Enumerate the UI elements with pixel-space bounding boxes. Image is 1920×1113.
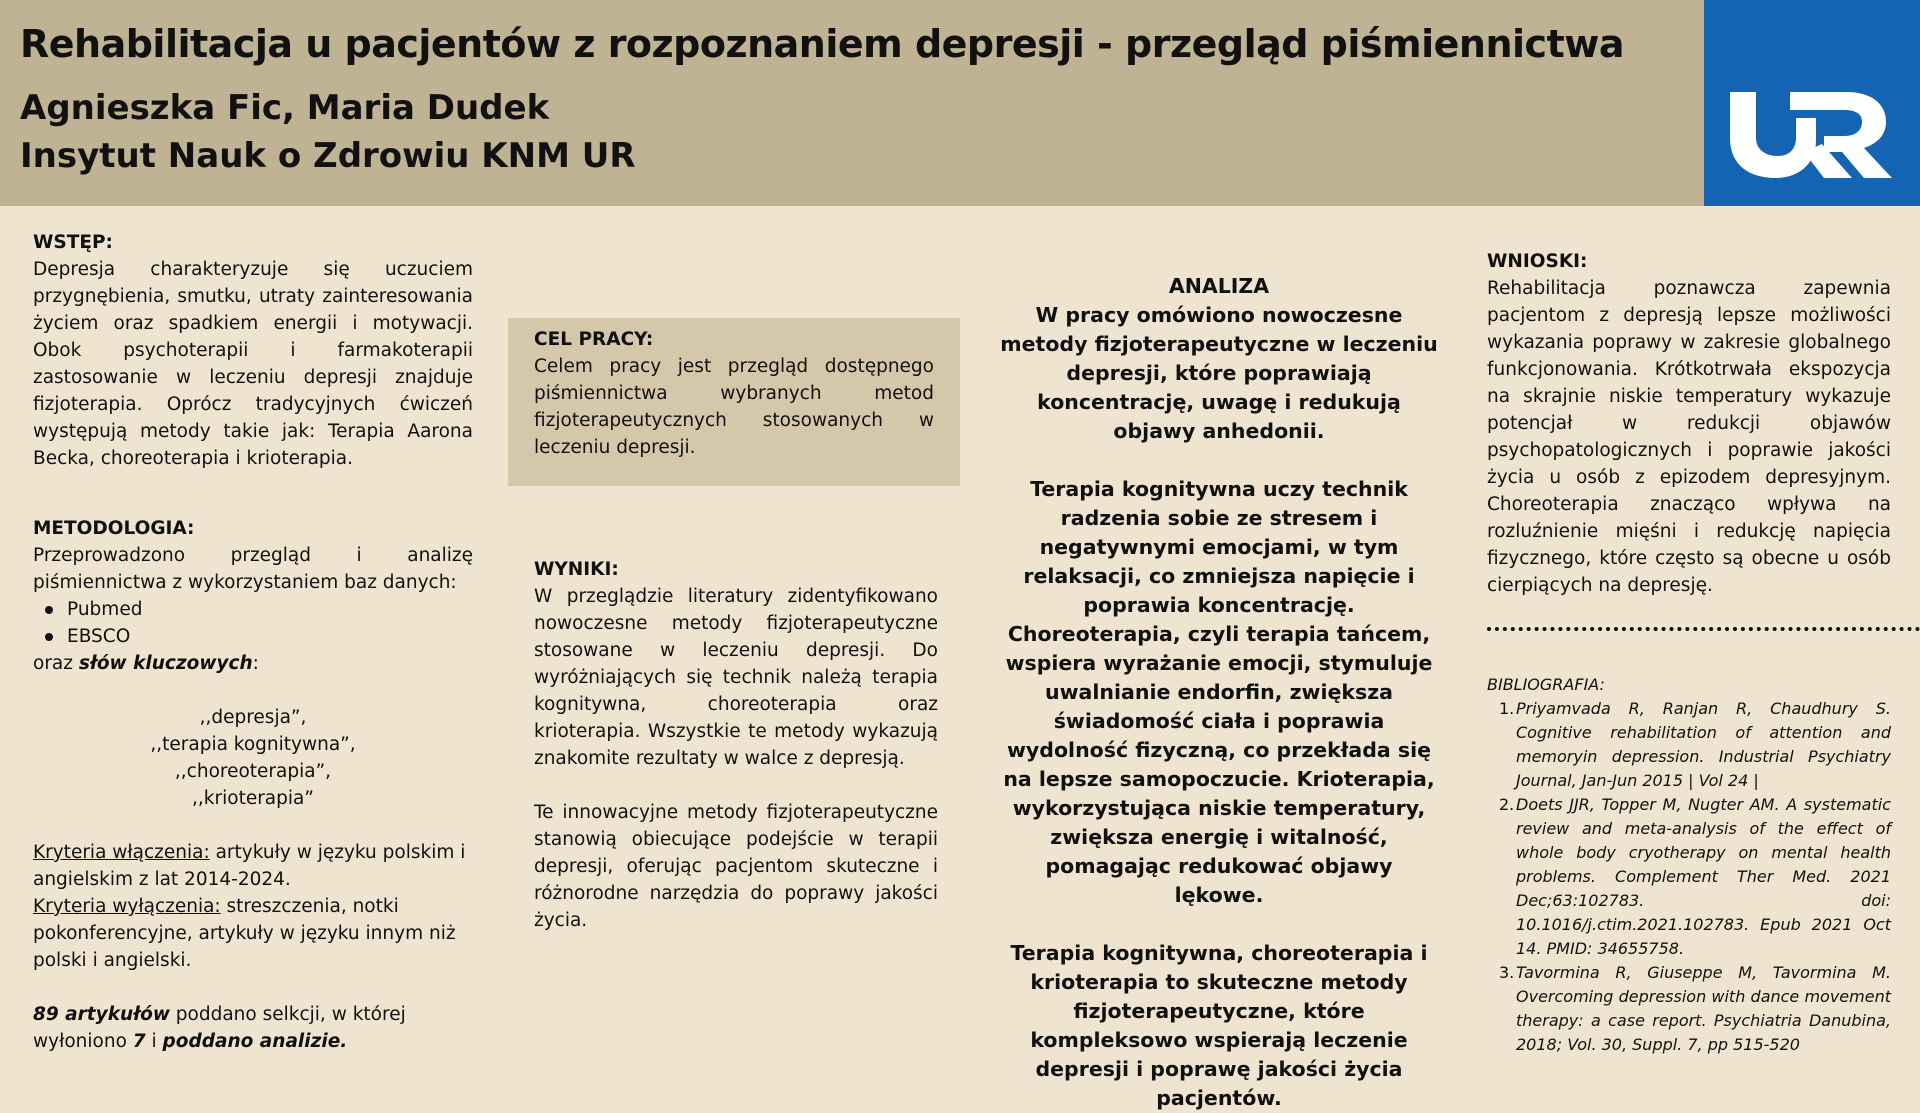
bibliography-text: Doets JJR, Topper M, Nugter AM. A systematic review and meta-analysis of the effect of whole body cryotherapy on mental health problems. Complement Ther Med. 2021 Dec;63:102783. doi: 10.1016/j.ctim.2021.102783. Epub 2021 Oct 14. PMID: 34655758. (1516, 795, 1891, 958)
ur-logo-icon (1726, 88, 1896, 180)
inclusion-label: Kryteria włączenia: (33, 842, 210, 863)
bibliography-number: 1. (1499, 699, 1515, 718)
wnioski-text: Rehabilitacja poznawcza zapewnia pacjentom z depresją lepsze możliwości wykazania poprawy w zakresie globalnego funkcjonowania. Krótkotrwała ekspozycja na skrajnie niskie temperatury wykazuje potencjał w redukcji objawów psychopatologicznych i poprawie jakości życia u osób z epizodem depresyjnym. Choreoterapia znacząco wpływa na rozluźnienie mięśni i redukcję napięcia fizycznego, które często są obecne u osób cierpiących na depresję. (1487, 278, 1891, 596)
keyword-item: ,,terapia kognitywna”, (150, 734, 356, 755)
bibliography-text: Priyamvada R, Ranjan R, Chaudhury S. Cognitive rehabilitation of attention and memoryin depression. Industrial Psychiatry Journal, Jan-Jun 2015 | Vol 24 | (1516, 699, 1891, 790)
keywords-intro (33, 650, 473, 677)
keyword-item: ,,krioterapia” (192, 788, 314, 809)
bibliography-item (1487, 961, 1891, 1057)
wnioski-heading: WNIOSKI: (1487, 251, 1588, 272)
wstep-text: Depresja charakteryzuje się uczuciem przygnębienia, smutku, utraty zainteresowania życiem oraz spadkiem energii i motywacji. Obok psychoterapii i farmakoterapii zastosowanie w leczeniu depresji znajduje fizjoterapia. Oprócz tradycyjnych ćwiczeń występują metody takie jak: Terapia Aarona Becka, choreoterapia i krioterapia. (33, 259, 473, 469)
keywords-colon: : (252, 653, 259, 674)
summary-selected: 7 (132, 1031, 146, 1052)
wyniki-text-2: Te innowacyjne metody fizjoterapeutyczne stanowią obiecujące podejście w terapii depresji, oferując pacjentom skuteczne i różnorodne narzędzia do poprawy jakości życia. (534, 802, 938, 931)
metodologia-heading: METODOLOGIA: (33, 518, 195, 539)
summary-end: poddano analizie. (162, 1031, 348, 1052)
bibliography (1487, 673, 1891, 1057)
poster-header (0, 0, 1704, 206)
bibliography-item (1487, 697, 1891, 793)
poster-title: Rehabilitacja u pacjentów z rozpoznaniem depresji - przegląd piśmiennictwa (20, 22, 1624, 66)
wstep-heading: WSTĘP: (33, 232, 113, 253)
database-list (33, 596, 473, 650)
poster-authors: Agnieszka Fic, Maria Dudek (20, 88, 550, 128)
wyniki-text-1: W przeglądzie literatury zidentyfikowano nowoczesne metody fizjoterapeutyczne stosowane w leczeniu depresji. Do wyróżniających się technik należą terapia kognitywna, choreoterapia oraz krioterapia. Wszystkie te metody wykazują znakomite rezultaty w walce z depresją. (534, 586, 938, 769)
poster-institute: Insytut Nauk o Zdrowiu KNM UR (20, 136, 636, 176)
university-logo (1704, 0, 1920, 206)
analiza-heading: ANALIZA (1168, 274, 1270, 298)
database-item: EBSCO (33, 623, 473, 650)
bibliography-item (1487, 793, 1891, 961)
column-left (33, 229, 473, 1055)
analiza-paragraph-3: Terapia kognitywna, choreoterapia i krioterapia to skuteczne metody fizjoterapeutyczne, które kompleksowo wspierają leczenie depresji i poprawę jakości życia pacjentów. (1010, 941, 1428, 1110)
cel-heading: CEL PRACY: (534, 329, 654, 350)
bibliography-heading: BIBLIOGRAFIA: (1487, 675, 1605, 694)
wnioski-section (1487, 248, 1891, 599)
database-item: Pubmed (33, 596, 473, 623)
exclusion-label: Kryteria wyłączenia: (33, 896, 221, 917)
summary-count: 89 artykułów (33, 1004, 170, 1025)
cel-text: Celem pracy jest przegląd dostępnego piśmiennictwa wybranych metod fizjoterapeutycznych stosowanych w leczeniu depresji. (534, 356, 934, 458)
analiza-paragraph-2: Terapia kognitywna uczy technik radzenia sobie ze stresem i negatywnymi emocjami, w tym relaksacji, co zmniejsza napięcie i poprawia koncentrację. Choreoterapia, czyli terapia tańcem, wspiera wyrażanie emocji, stymuluje uwalnianie endorfin, zwiększa świadomość ciała i poprawia wydolność fizyczną, co przekłada się na lepsze samopoczucie. Krioterapia, wykorzystująca niskie temperatury, zwiększa energię i witalność, pomagając redukować objawy lękowe. (1003, 477, 1435, 907)
bibliography-number: 3. (1499, 963, 1515, 982)
bibliography-list (1487, 697, 1891, 1057)
cel-pracy-box (508, 318, 960, 486)
exclusion-text: streszczenia, notki pokonferencyjne, artykuły w języku innym niż polski i angielski. (33, 896, 456, 971)
wyniki-section (534, 556, 938, 934)
keyword-item: ,,depresja”, (199, 707, 307, 728)
analiza-section (998, 272, 1440, 1113)
keywords-label: słów kluczowych (78, 653, 253, 674)
inclusion-text: artykuły w języku polskim i angielskim z lat 2014-2024. (33, 842, 466, 890)
bibliography-number: 2. (1499, 795, 1515, 814)
keyword-list (33, 704, 473, 812)
oraz-word: oraz (33, 653, 73, 674)
wyniki-heading: WYNIKI: (534, 559, 619, 580)
section-divider (1487, 627, 1920, 631)
analiza-paragraph-1: W pracy omówiono nowoczesne metody fizjoterapeutyczne w leczeniu depresji, które poprawiają koncentrację, uwagę i redukują objawy anhedonii. (1000, 303, 1438, 443)
keyword-item: ,,choreoterapia”, (174, 761, 332, 782)
selection-summary (33, 1001, 473, 1055)
exclusion-criteria (33, 893, 473, 974)
summary-and: i (145, 1031, 163, 1052)
metodologia-text: Przeprowadzono przegląd i analizę piśmiennictwa z wykorzystaniem baz danych: (33, 545, 473, 593)
bibliography-text: Tavormina R, Giuseppe M, Tavormina M. Overcoming depression with dance movement therapy: a case report. Psychiatria Danubina, 2018; Vol. 30, Suppl. 7, pp 515-520 (1516, 963, 1891, 1054)
summary-mid: poddano selkcji, w której wyłoniono (33, 1004, 406, 1052)
inclusion-criteria (33, 839, 473, 893)
